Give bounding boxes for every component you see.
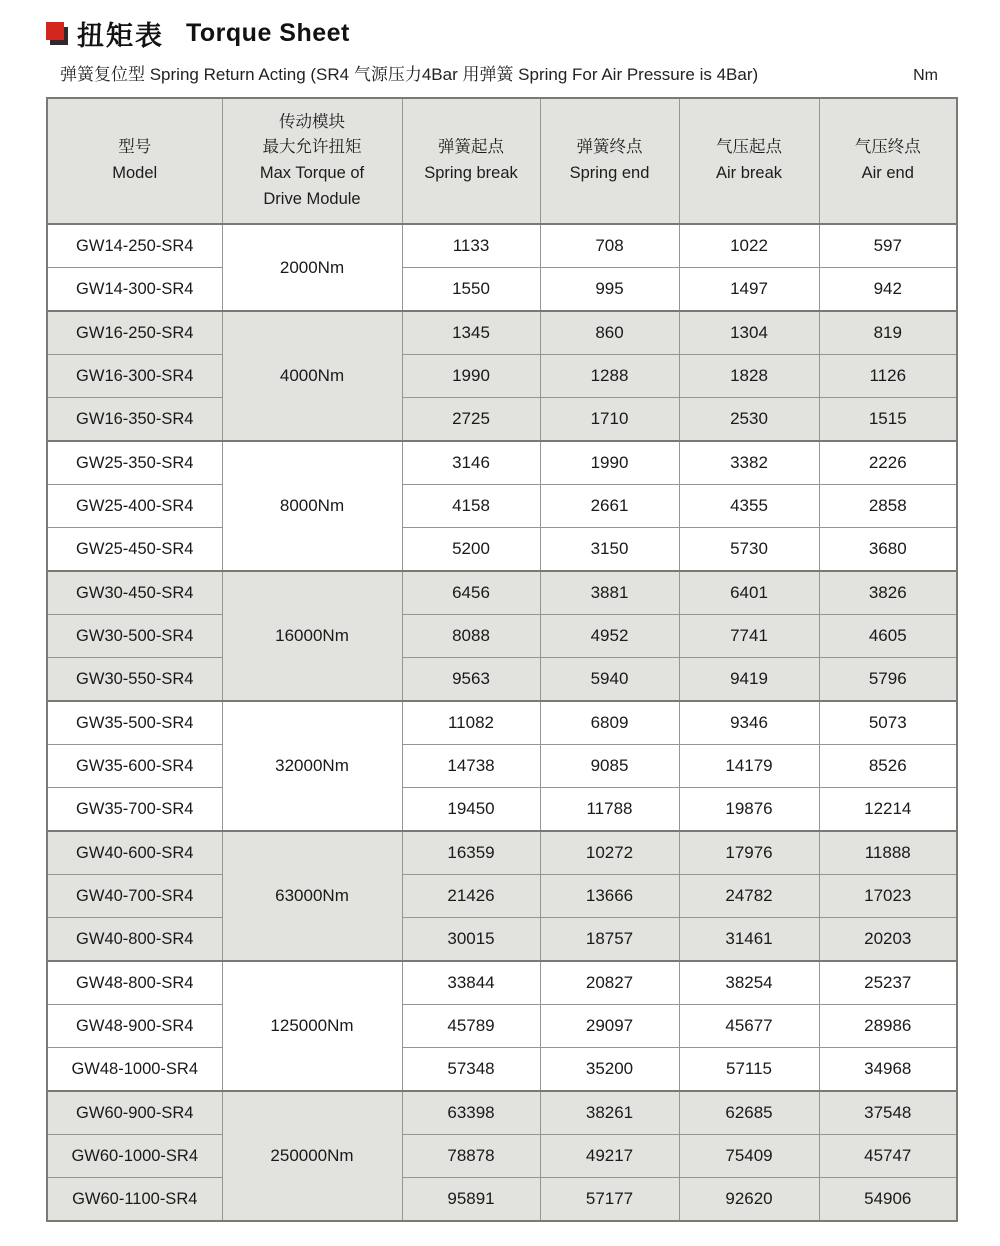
table-row xyxy=(47,485,957,528)
value-cell: 3881 xyxy=(540,571,679,615)
title-english: Torque Sheet xyxy=(186,18,350,47)
value-cell: 34968 xyxy=(819,1048,957,1092)
value-cell: 1710 xyxy=(540,398,679,442)
subtitle-row xyxy=(60,60,956,85)
table-row xyxy=(47,961,957,1005)
value-cell: 3680 xyxy=(819,528,957,572)
model-cell: GW30-550-SR4 xyxy=(47,658,222,702)
value-cell: 38261 xyxy=(540,1091,679,1135)
model-cell: GW14-250-SR4 xyxy=(47,224,222,268)
table-row xyxy=(47,701,957,745)
table-row xyxy=(47,1091,957,1135)
model-cell: GW60-1100-SR4 xyxy=(47,1178,222,1222)
value-cell: 1126 xyxy=(819,355,957,398)
value-cell: 19450 xyxy=(402,788,540,832)
value-cell: 819 xyxy=(819,311,957,355)
model-cell: GW16-300-SR4 xyxy=(47,355,222,398)
value-cell: 17023 xyxy=(819,875,957,918)
value-cell: 1515 xyxy=(819,398,957,442)
model-cell: GW40-800-SR4 xyxy=(47,918,222,962)
value-cell: 57177 xyxy=(540,1178,679,1222)
value-cell: 31461 xyxy=(679,918,819,962)
value-cell: 3382 xyxy=(679,441,819,485)
value-cell: 45677 xyxy=(679,1005,819,1048)
value-cell: 1990 xyxy=(402,355,540,398)
table-row xyxy=(47,224,957,268)
value-cell: 860 xyxy=(540,311,679,355)
value-cell: 7741 xyxy=(679,615,819,658)
col-header-spring-break: 弹簧起点 Spring break xyxy=(402,98,540,224)
red-square-icon xyxy=(46,22,64,40)
table-row xyxy=(47,398,957,442)
value-cell: 9085 xyxy=(540,745,679,788)
value-cell: 20827 xyxy=(540,961,679,1005)
col-header-air-break: 气压起点 Air break xyxy=(679,98,819,224)
value-cell: 12214 xyxy=(819,788,957,832)
value-cell: 9563 xyxy=(402,658,540,702)
torque-table xyxy=(46,97,958,1222)
value-cell: 57348 xyxy=(402,1048,540,1092)
value-cell: 14179 xyxy=(679,745,819,788)
value-cell: 95891 xyxy=(402,1178,540,1222)
value-cell: 9419 xyxy=(679,658,819,702)
value-cell: 4355 xyxy=(679,485,819,528)
max-torque-cell: 4000Nm xyxy=(222,311,402,441)
value-cell: 1304 xyxy=(679,311,819,355)
value-cell: 11888 xyxy=(819,831,957,875)
value-cell: 1550 xyxy=(402,268,540,312)
value-cell: 1022 xyxy=(679,224,819,268)
value-cell: 597 xyxy=(819,224,957,268)
table-row xyxy=(47,441,957,485)
value-cell: 21426 xyxy=(402,875,540,918)
value-cell: 11082 xyxy=(402,701,540,745)
value-cell: 4952 xyxy=(540,615,679,658)
model-cell: GW14-300-SR4 xyxy=(47,268,222,312)
table-row xyxy=(47,311,957,355)
value-cell: 28986 xyxy=(819,1005,957,1048)
value-cell: 25237 xyxy=(819,961,957,1005)
value-cell: 2226 xyxy=(819,441,957,485)
value-cell: 942 xyxy=(819,268,957,312)
value-cell: 30015 xyxy=(402,918,540,962)
value-cell: 8088 xyxy=(402,615,540,658)
value-cell: 45789 xyxy=(402,1005,540,1048)
model-cell: GW25-450-SR4 xyxy=(47,528,222,572)
value-cell: 1288 xyxy=(540,355,679,398)
value-cell: 18757 xyxy=(540,918,679,962)
value-cell: 33844 xyxy=(402,961,540,1005)
value-cell: 4605 xyxy=(819,615,957,658)
table-row xyxy=(47,918,957,962)
max-torque-cell: 125000Nm xyxy=(222,961,402,1091)
col-header-air-end: 气压终点 Air end xyxy=(819,98,957,224)
value-cell: 57115 xyxy=(679,1048,819,1092)
page-title xyxy=(46,15,955,51)
max-torque-cell: 32000Nm xyxy=(222,701,402,831)
model-cell: GW48-800-SR4 xyxy=(47,961,222,1005)
model-cell: GW16-250-SR4 xyxy=(47,311,222,355)
value-cell: 45747 xyxy=(819,1135,957,1178)
value-cell: 6456 xyxy=(402,571,540,615)
table-row xyxy=(47,571,957,615)
value-cell: 3146 xyxy=(402,441,540,485)
max-torque-cell: 8000Nm xyxy=(222,441,402,571)
value-cell: 5730 xyxy=(679,528,819,572)
model-cell: GW48-900-SR4 xyxy=(47,1005,222,1048)
value-cell: 2725 xyxy=(402,398,540,442)
table-row xyxy=(47,788,957,832)
max-torque-cell: 250000Nm xyxy=(222,1091,402,1221)
value-cell: 9346 xyxy=(679,701,819,745)
model-cell: GW60-1000-SR4 xyxy=(47,1135,222,1178)
model-cell: GW40-700-SR4 xyxy=(47,875,222,918)
col-header-max-torque: 传动模块 最大允许扭矩 Max Torque of Drive Module xyxy=(222,98,402,224)
model-cell: GW35-500-SR4 xyxy=(47,701,222,745)
value-cell: 1345 xyxy=(402,311,540,355)
value-cell: 20203 xyxy=(819,918,957,962)
unit-label: Nm xyxy=(913,67,938,84)
value-cell: 37548 xyxy=(819,1091,957,1135)
table-row xyxy=(47,1048,957,1092)
model-cell: GW16-350-SR4 xyxy=(47,398,222,442)
table-row xyxy=(47,268,957,312)
table-row xyxy=(47,1135,957,1178)
value-cell: 1133 xyxy=(402,224,540,268)
value-cell: 35200 xyxy=(540,1048,679,1092)
value-cell: 29097 xyxy=(540,1005,679,1048)
value-cell: 16359 xyxy=(402,831,540,875)
value-cell: 1497 xyxy=(679,268,819,312)
table-row xyxy=(47,1178,957,1222)
value-cell: 6401 xyxy=(679,571,819,615)
model-cell: GW25-400-SR4 xyxy=(47,485,222,528)
table-row xyxy=(47,528,957,572)
col-header-spring-end: 弹簧终点 Spring end xyxy=(540,98,679,224)
value-cell: 13666 xyxy=(540,875,679,918)
model-cell: GW35-700-SR4 xyxy=(47,788,222,832)
value-cell: 5200 xyxy=(402,528,540,572)
value-cell: 75409 xyxy=(679,1135,819,1178)
table-row xyxy=(47,658,957,702)
value-cell: 62685 xyxy=(679,1091,819,1135)
value-cell: 49217 xyxy=(540,1135,679,1178)
value-cell: 3150 xyxy=(540,528,679,572)
value-cell: 17976 xyxy=(679,831,819,875)
value-cell: 6809 xyxy=(540,701,679,745)
max-torque-cell: 63000Nm xyxy=(222,831,402,961)
value-cell: 10272 xyxy=(540,831,679,875)
value-cell: 708 xyxy=(540,224,679,268)
value-cell: 24782 xyxy=(679,875,819,918)
value-cell: 4158 xyxy=(402,485,540,528)
value-cell: 63398 xyxy=(402,1091,540,1135)
table-header-row xyxy=(47,98,957,224)
value-cell: 78878 xyxy=(402,1135,540,1178)
model-cell: GW35-600-SR4 xyxy=(47,745,222,788)
table-row xyxy=(47,875,957,918)
max-torque-cell: 2000Nm xyxy=(222,224,402,311)
title-chinese: 扭矩表 xyxy=(77,20,164,51)
table-row xyxy=(47,355,957,398)
model-cell: GW40-600-SR4 xyxy=(47,831,222,875)
value-cell: 92620 xyxy=(679,1178,819,1222)
value-cell: 1828 xyxy=(679,355,819,398)
table-row xyxy=(47,745,957,788)
table-row xyxy=(47,831,957,875)
value-cell: 2858 xyxy=(819,485,957,528)
col-header-model: 型号 Model xyxy=(47,98,222,224)
model-cell: GW60-900-SR4 xyxy=(47,1091,222,1135)
value-cell: 3826 xyxy=(819,571,957,615)
value-cell: 2530 xyxy=(679,398,819,442)
max-torque-cell: 16000Nm xyxy=(222,571,402,701)
value-cell: 8526 xyxy=(819,745,957,788)
value-cell: 2661 xyxy=(540,485,679,528)
value-cell: 19876 xyxy=(679,788,819,832)
value-cell: 5940 xyxy=(540,658,679,702)
value-cell: 14738 xyxy=(402,745,540,788)
value-cell: 54906 xyxy=(819,1178,957,1222)
table-row xyxy=(47,1005,957,1048)
value-cell: 5796 xyxy=(819,658,957,702)
value-cell: 995 xyxy=(540,268,679,312)
model-cell: GW30-450-SR4 xyxy=(47,571,222,615)
model-cell: GW30-500-SR4 xyxy=(47,615,222,658)
subtitle-text: 弹簧复位型 Spring Return Acting (SR4 气源压力4Bar 用弹簧 Spring For Air Pressure is 4Bar) xyxy=(60,65,759,84)
value-cell: 11788 xyxy=(540,788,679,832)
table-row xyxy=(47,615,957,658)
value-cell: 5073 xyxy=(819,701,957,745)
value-cell: 38254 xyxy=(679,961,819,1005)
model-cell: GW48-1000-SR4 xyxy=(47,1048,222,1092)
model-cell: GW25-350-SR4 xyxy=(47,441,222,485)
value-cell: 1990 xyxy=(540,441,679,485)
